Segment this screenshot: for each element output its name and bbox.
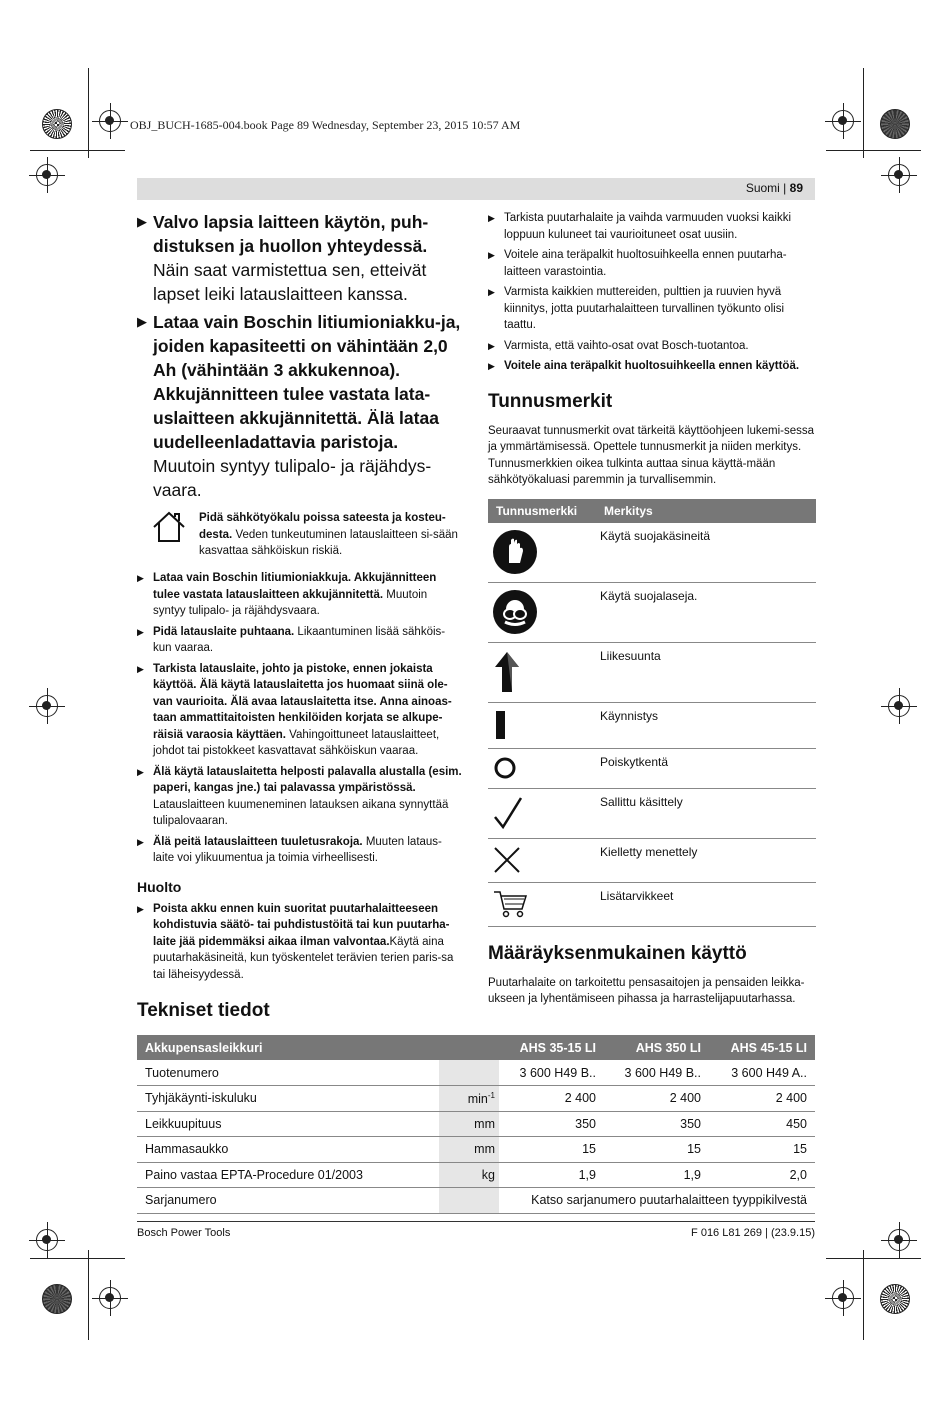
big-warning-children: ▶ Valvo lapsia laitteen käytön, puh-distuksen ja huollon yhteydessä. Näin saat varmistettua sen, etteivät lapset leiki latauslaitteen kanssa.	[137, 212, 429, 304]
table-row: Poiskytkentä	[488, 748, 816, 788]
book-header: OBJ_BUCH-1685-004.book Page 89 Wednesday, September 23, 2015 10:57 AM	[130, 118, 521, 132]
registration-mark	[36, 695, 58, 717]
indoor-use-warning: Pidä sähkötyökalu poissa sateesta ja kosteu-desta. Veden tunkeutuminen latauslaitteen si-sään kasvattaa sähköiskun riskiä.	[137, 510, 462, 560]
table-row: Käynnistys	[488, 702, 816, 748]
registration-mark	[832, 110, 854, 132]
table-row: Tuotenumero 3 600 H49 B.. 3 600 H49 B.. 3 600 H49 A..	[137, 1060, 815, 1086]
table-row: Paino vastaa EPTA-Procedure 01/2003 kg 1,9 1,9 2,0	[137, 1162, 815, 1188]
symbols-col-meaning: Merkitys	[596, 499, 816, 523]
table-row: Lisätarvikkeet	[488, 882, 816, 926]
goggles-icon	[492, 589, 538, 635]
cart-icon	[492, 889, 528, 919]
big-warning-battery: ▶ Lataa vain Boschin litiumioniakku-ja, joiden kapasiteetti on vähintään 2,0 Ah (vähintään 3 akkukennoa). Akkujännitteen tulee vastata lata-uslaitteen akkujännitettä. Älä lataa uudelleenladattavia paristoja. Muutoin syntyy tulipalo- ja räjähdys-vaara.	[137, 312, 461, 500]
section-title-symbols: Tunnusmerkit	[488, 390, 613, 412]
intended-use-text: Puutarhalaite on tarkoitettu pensasaitojen ja pensaiden leikka-ukseen ja lyhentämiseen pihassa ja harrastelijapuutarhassa.	[488, 976, 805, 1005]
table-row: Leikkuupituus mm 350 350 450	[137, 1111, 815, 1137]
footer-brand: Bosch Power Tools	[137, 1227, 231, 1239]
list-item: ▶ Tarkista latauslaite, johto ja pistoke, ennen jokaista käyttöä. Älä käytä latauslaitetta jos huomaat siinä ole-van vaurioita. Älä avaa latauslaitetta itse. Anna ainoas-taan ammattitaitoisten henkilöiden korjata se alkupe-räisiä varaosia käyttäen. Vahingoittuneet latauslaitteet, johdot tai pistokkeet kasvattavat sähköiskun vaaraa.	[137, 662, 452, 757]
list-item: ▶ Voitele aina teräpalkit huoltosuihkeella ennen käyttöä.	[488, 360, 800, 372]
registration-mark	[888, 1229, 910, 1251]
table-row: Sallittu käsittely	[488, 788, 816, 838]
symbols-intro: Seuraavat tunnusmerkit ovat tärkeitä käyttöohjeen lukemi-sessa ja ymmärtämisessä. Opettele tunnusmerkit ja niiden merkitys. Tunnusmerkkien oikea tulkinta auttaa sinua käyttä-mään sähkötyökaluasi paremmin ja turvallisemmin.	[488, 424, 814, 486]
footer-doc-id: F 016 L81 269 | (23.9.15)	[691, 1227, 815, 1239]
left-column	[137, 210, 462, 987]
cross-icon	[492, 845, 522, 875]
section-title-tech: Tekniset tiedot	[137, 1000, 270, 1021]
section-title-huolto: Huolto	[137, 878, 182, 895]
table-row: Käytä suojakäsineitä	[488, 523, 816, 583]
table-row: Kielletty menettely	[488, 838, 816, 882]
footer-rule	[137, 1221, 815, 1222]
list-item: ▶ Älä peitä latauslaitteen tuuletusrakoja. Muuten lataus-laite voi ylikuumentua ja toimia virheellisesti.	[137, 835, 442, 864]
symbols-table	[488, 499, 816, 927]
house-icon	[151, 510, 187, 544]
direction-arrow-icon	[492, 649, 522, 695]
list-item: ▶ Voitele aina teräpalkit huoltosuihkeella ennen puutarha-laitteen varastointia.	[488, 249, 787, 278]
registration-star-tl	[42, 109, 72, 139]
registration-mark	[99, 110, 121, 132]
page-number: Suomi | 89	[745, 181, 803, 195]
list-item: ▶ Pidä latauslaite puhtaana. Likaantuminen lisää sähköis-kun vaaraa.	[137, 625, 446, 654]
registration-mark	[36, 1229, 58, 1251]
table-row: Liikesuunta	[488, 642, 816, 702]
registration-mark	[888, 164, 910, 186]
list-item: ▶ Poista akku ennen kuin suoritat puutarhalaitteeseen kohdistuvia säätö- tai puhdistustöitä tai kun puutarha-laite jää pidemmäksi aikaa ilman valvontaa.Käytä aina puutarhakäsineitä, kun työskentelet terävien terien paris-sa tai läheisyydessä.	[137, 902, 454, 981]
table-row: Hammasaukko mm 15 15 15	[137, 1137, 815, 1163]
registration-star-bl	[42, 1284, 72, 1314]
list-item: ▶ Tarkista puutarhalaite ja vaihda varmuuden vuoksi kaikki loppuun kuluneet tai vaurioituneet osat uusiin.	[488, 212, 792, 241]
section-title-intended-use: Määräyksenmukainen käyttö	[488, 942, 747, 964]
registration-mark	[99, 1287, 121, 1309]
list-item: ▶ Varmista kaikkien muttereiden, pulttien ja ruuvien hyvä kiinnitys, jotta puutarhalaitteen turvallinen työkunto olisi taattu.	[488, 286, 784, 331]
registration-star-br	[880, 1284, 910, 1314]
table-row: Tyhjäkäynti-iskuluku $\min^{-1}$ 2 400 2 400 2 400	[137, 1086, 815, 1112]
table-row: Sarjanumero Katso sarjanumero puutarhalaitteen tyyppikilvestä	[137, 1188, 815, 1214]
table-row: Käytä suojalaseja.	[488, 582, 816, 642]
checkmark-icon	[492, 795, 524, 831]
list-item: ▶ Lataa vain Boschin litiumioniakkuja. Akkujännitteen tulee vastata latauslaitteen akkujännitettä. Muutoin syntyy tulipalo- ja räjähdysvaara.	[137, 572, 437, 617]
registration-mark	[888, 695, 910, 717]
tech-data-table: Akkupensasleikkuri AHS 35-15 LI AHS 350 LI AHS 45-15 LI Tuotenumero 3 600 H49 B.. 3 600 H49 B.. 3 600 H49 A.. Tyhjäkäynti-iskuluku $\min^{-1}$ 2 400 2 400 2 400 Leikkuupituus mm 350 350 450 Hammasaukko mm 15 15 15 Paino vastaa EPTA-Procedure 01/2003 kg 1,9 1,9 2,0 Sarjanumero Katso sarjanumero puutarhalaitteen tyyppikilvestä	[137, 1035, 815, 1214]
gloves-icon	[492, 529, 538, 575]
stop-circle-icon	[492, 755, 518, 781]
list-item: ▶ Varmista, että vaihto-osat ovat Bosch-tuotantoa.	[488, 339, 749, 352]
page-header-bar	[137, 178, 815, 200]
right-column	[488, 210, 816, 1008]
registration-mark	[832, 1287, 854, 1309]
list-item: ▶ Älä käytä latauslaitetta helposti palavalla alustalla (esim. paperi, kangas jne.) tai palavassa ympäristössä. Latauslaitteen kuumeneminen latauksen aikana synnyttää tulipalovaaran.	[137, 765, 462, 827]
registration-mark	[36, 164, 58, 186]
symbols-col-symbol: Tunnusmerkki	[488, 499, 596, 523]
registration-star-tr	[880, 109, 910, 139]
start-bar-icon	[492, 709, 512, 741]
